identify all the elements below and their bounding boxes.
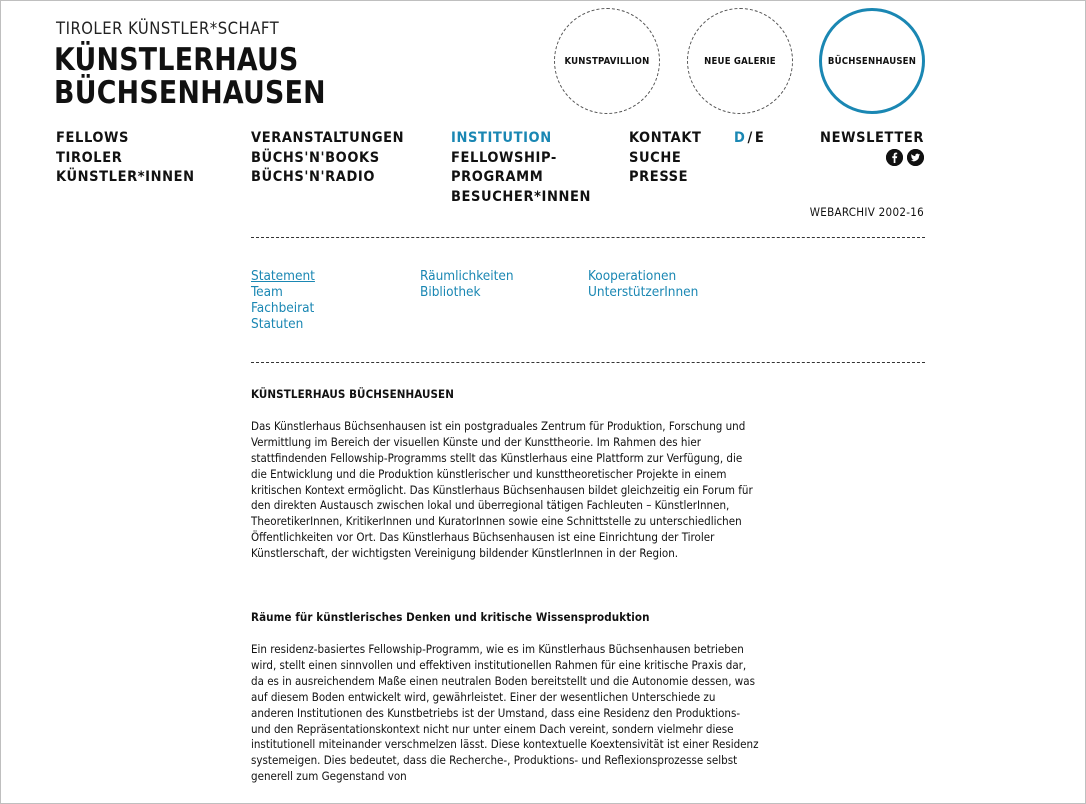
subnav-raeumlichkeiten[interactable]: Räumlichkeiten [420, 268, 514, 284]
lang-en[interactable]: E [754, 130, 765, 146]
subnav-col-1 [251, 268, 315, 332]
article [251, 387, 761, 801]
circle-label: NEUE GALERIE [704, 55, 776, 67]
social-links [886, 149, 924, 166]
language-switch [734, 129, 764, 149]
subnav-fachbeirat[interactable]: Fachbeirat [251, 300, 315, 316]
nav-item-buechs-n-radio[interactable]: BÜCHS'N'RADIO [251, 169, 376, 185]
subnav-col-2 [420, 268, 514, 300]
nav-item-fellowship[interactable]: FELLOWSHIP- [451, 149, 557, 166]
nav-fellows [56, 129, 195, 188]
subnav-statement[interactable]: Statement [251, 268, 315, 284]
subnav-bibliothek[interactable]: Bibliothek [420, 284, 481, 300]
subnav-team[interactable]: Team [251, 284, 283, 300]
subnav-statuten[interactable]: Statuten [251, 316, 304, 332]
section-heading: Räume für künstlerisches Denken und kritische Wissensproduktion [251, 610, 650, 625]
nav-item-suche[interactable]: SUCHE [629, 149, 682, 166]
nav-institution [451, 129, 591, 207]
twitter-icon[interactable] [907, 149, 924, 166]
lang-separator: / [747, 130, 753, 146]
circle-label: KUNSTPAVILLION [564, 55, 650, 67]
article-paragraph-1: Das Künstlerhaus Büchsenhausen ist ein postgraduales Zentrum für Produktion, Forschung und Vermittlung im Bereich der visuellen Künste und der Kunsttheorie. Im Rahmen des hier stattfindenden Fellowship-Programms stellt das Künstlerhaus eine Plattform zur Verfügung, die die Entwicklung und die Produktion künstlerischer und kunsttheoretischer Projekte in einem kritischen Kontext ermöglicht. Das Künstlerhaus Büchsenhausen bildet gleichzeitig ein Forum für den direkten Austausch zwischen lokal und überregional tätigen Fachleuten – KünstlerInnen, TheoretikerInnen, KritikerInnen und KuratorInnen sowie eine Schnittstelle zu unterschiedlichen Öffentlichkeiten vor Ort. Das Künstlerhaus Büchsenhausen ist eine Einrichtung der Tiroler Künstlerschaft, der wichtigsten Vereinigung bildender KünstlerInnen in der Region. [251, 418, 753, 561]
facebook-icon[interactable] [886, 149, 903, 166]
spacer [251, 578, 761, 610]
lang-de[interactable]: D [734, 130, 746, 146]
nav-item-fellows[interactable]: FELLOWS [56, 130, 130, 146]
logo-line-2[interactable]: BÜCHSENHAUSEN [54, 75, 326, 111]
circle-buechsenhausen[interactable] [819, 8, 925, 114]
subnav-unterstuetzerinnen[interactable]: UnterstützerInnen [588, 284, 699, 300]
nav-item-programm[interactable]: PROGRAMM [451, 169, 544, 185]
nav-kontakt [629, 129, 702, 188]
webarchiv-link[interactable]: WEBARCHIV 2002-16 [809, 205, 924, 219]
nav-item-kontakt[interactable]: KONTAKT [629, 130, 702, 146]
nav-item-veranstaltungen[interactable]: VERANSTALTUNGEN [251, 130, 405, 146]
nav-item-besucherinnen[interactable]: BESUCHER*INNEN [451, 188, 592, 205]
nav-item-buechs-n-books[interactable]: BÜCHS'N'BOOKS [251, 149, 380, 166]
article-paragraph-2: Ein residenz-basiertes Fellowship-Programm, wie es im Künstlerhaus Büchsenhausen betrieben wird, stellt einen sinnvollen und effektiven institutionellen Rahmen für eine kritische Praxis dar, da es in ausreichendem Maße einen neutralen Boden bereitstellt und die Autonomie dessen, was auf diesem Boden entwickelt wird, gewährleistet. Einer der wesentlichen Unterschiede zu anderen Institutionen des Kunstbetriebs ist der Umstand, dass eine Residenz den Produktions- und den Repräsentationskontext nicht nur unter einem Dach vereint, sondern vielmehr diese institutionell miteinander verschmelzen lässt. Diese kontextuelle Koextensivität ist einer Residenz systemeigen. Dies bedeutet, dass die Recherche-, Produktions- und Reflexionsprozesse selbst generell zum Gegenstand von [251, 641, 759, 784]
article-heading: KÜNSTLERHAUS BÜCHSENHAUSEN [251, 387, 454, 401]
divider-bottom [251, 362, 925, 363]
nav-item-tiroler[interactable]: TIROLER [56, 149, 123, 166]
nav-item-presse[interactable]: PRESSE [629, 169, 689, 185]
newsletter-link[interactable]: NEWSLETTER [820, 130, 924, 146]
nav-veranstaltungen [251, 129, 404, 188]
nav-item-institution[interactable]: INSTITUTION [451, 130, 552, 146]
logo-line-1[interactable]: KÜNSTLERHAUS [54, 42, 299, 78]
nav-item-kuenstlerinnen[interactable]: KÜNSTLER*INNEN [56, 169, 195, 185]
subnav-col-3 [588, 268, 698, 300]
logo-subtitle: TIROLER KÜNSTLER*SCHAFT [56, 19, 280, 38]
subnav-kooperationen[interactable]: Kooperationen [588, 268, 677, 284]
circle-kunstpavillion[interactable] [554, 8, 660, 114]
circle-label: BÜCHSENHAUSEN [827, 55, 917, 67]
divider-top [251, 237, 925, 238]
circle-neue-galerie[interactable] [687, 8, 793, 114]
